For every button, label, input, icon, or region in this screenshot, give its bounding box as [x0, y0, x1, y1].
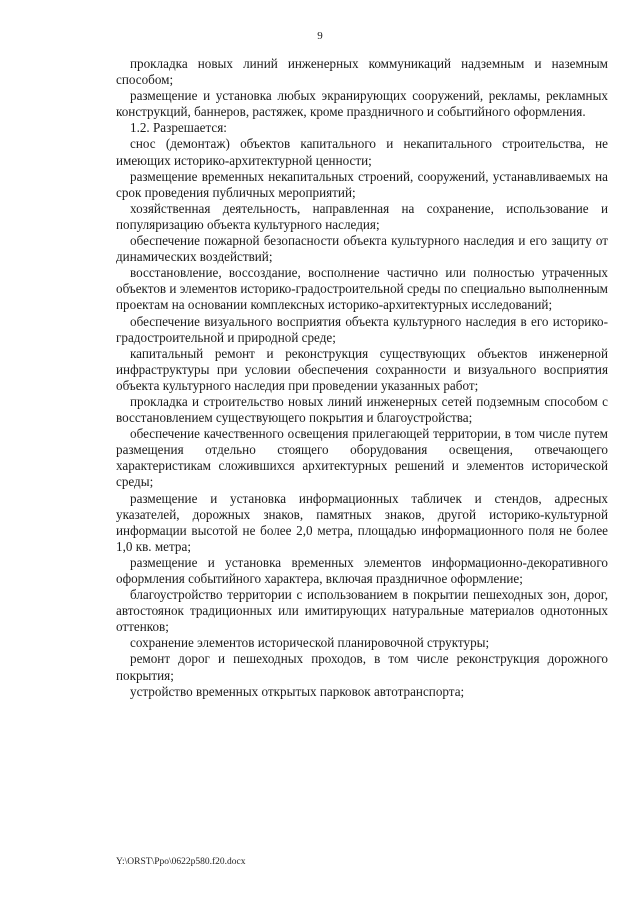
- paragraph: размещение и установка временных элементов информационно-декоративного оформления событийного характера, включая праздничное оформление;: [116, 554, 608, 586]
- paragraph: капитальный ремонт и реконструкция существующих объектов инженерной инфраструктуры при условии обеспечения сохранности и визуального восприятия объекта культурного наследия при проведении указанных работ;: [116, 345, 608, 393]
- paragraph: сохранение элементов исторической планировочной структуры;: [130, 635, 490, 651]
- paragraph: размещение и установка информационных табличек и стендов, адресных указателей, дорожных знаков, памятных знаков, другой историко-культурной информации высотой не более 2,0 метра, площадью информационного поля не более 1,0 кв. метра;: [116, 490, 608, 554]
- paragraph: хозяйственная деятельность, направленная на сохранение, использование и популяризацию объекта культурного наследия;: [116, 200, 608, 232]
- paragraph: обеспечение пожарной безопасности объекта культурного наследия и его защиту от динамических воздействий;: [116, 233, 608, 265]
- paragraph: благоустройство территории с использованием в покрытии пешеходных зон, дорог, автостоянок традиционных или имитирующих натуральные материалов однотонных оттенков;: [116, 587, 608, 635]
- paragraph: прокладка и строительство новых линий инженерных сетей подземным способом с восстановлением существующего покрытия и благоустройства;: [116, 393, 608, 426]
- section-heading: 1.2. Разрешается:: [130, 120, 227, 136]
- body-text: [116, 56, 608, 700]
- file-path-footer: Y:\ORST\Ppo\0622p580.f20.docx: [116, 857, 246, 867]
- paragraph: обеспечение визуального восприятия объекта культурного наследия в его историко-градостроительной и природной среде;: [116, 313, 608, 345]
- paragraph: устройство временных открытых парковок автотранспорта;: [130, 683, 465, 699]
- paragraph: размещение временных некапитальных строений, сооружений, устанавливаемых на срок проведения публичных мероприятий;: [116, 168, 608, 200]
- paragraph: размещение и установка любых экранирующих сооружений, рекламы, рекламных конструкций, баннеров, растяжек, кроме праздничного и событийного оформления.: [116, 88, 608, 120]
- paragraph: восстановление, воссоздание, восполнение частично или полностью утраченных объектов и элементов историко-градостроительной среды по специально выполненным проектам на основании комплексных историко-архитектурных исследований;: [116, 265, 608, 313]
- paragraph: прокладка новых линий инженерных коммуникаций надземным и наземным способом;: [116, 56, 608, 88]
- paragraph: ремонт дорог и пешеходных проходов, в том числе реконструкция дорожного покрытия;: [116, 651, 608, 683]
- page-number: 9: [317, 30, 323, 42]
- paragraph: снос (демонтаж) объектов капитального и некапитального строительства, не имеющих историко-архитектурной ценности;: [116, 136, 608, 168]
- paragraph: обеспечение качественного освещения прилегающей территории, в том числе путем размещения отдельно стоящего оборудования освещения, отвечающего характеристикам сложившихся архитектурных решений и элементов исторической среды;: [116, 426, 608, 490]
